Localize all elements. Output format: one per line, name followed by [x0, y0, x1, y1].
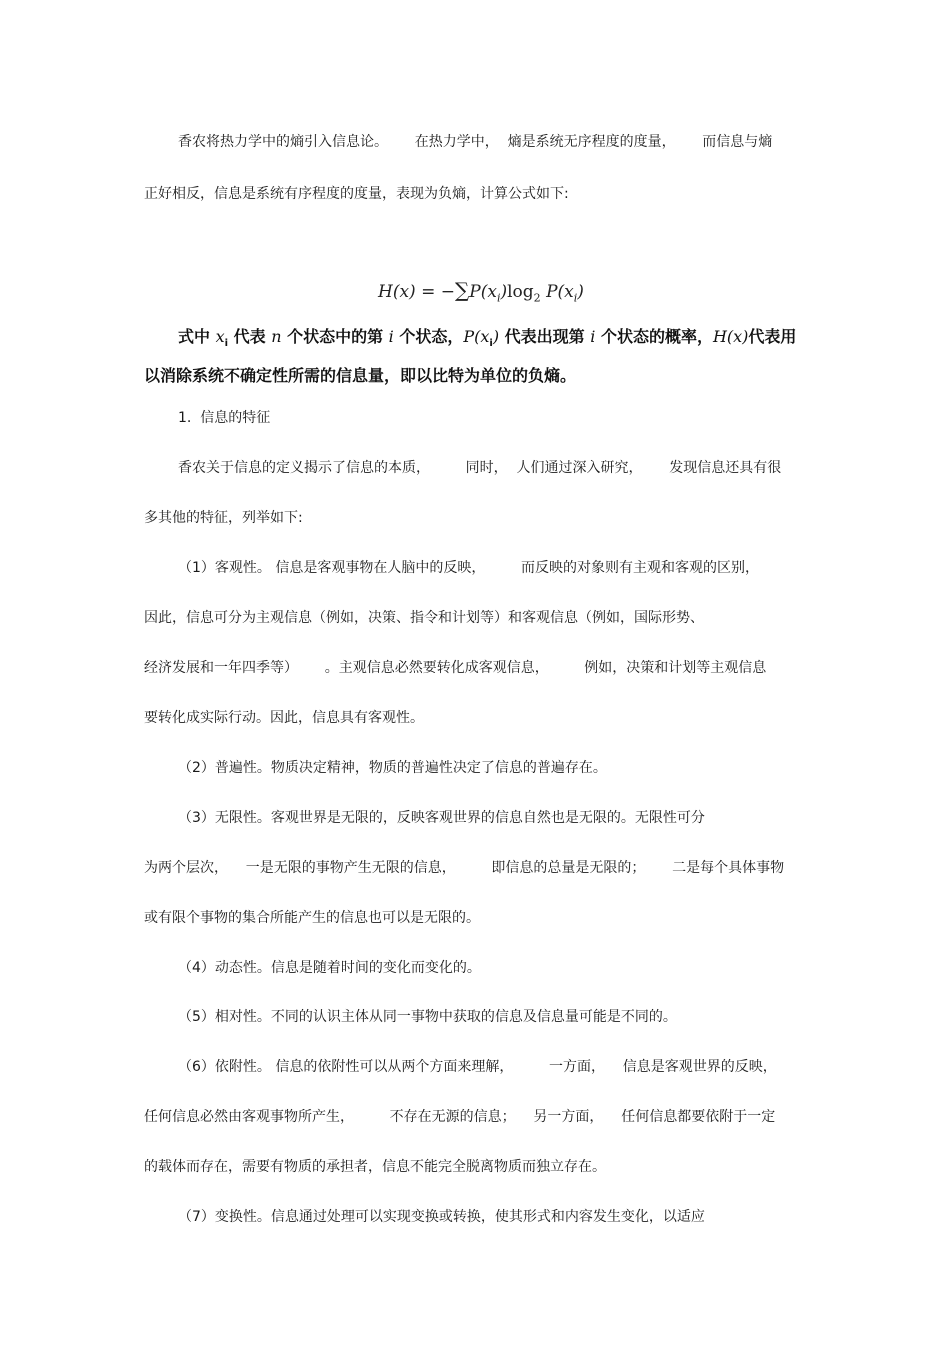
paragraph-line: （2）普遍性。物质决定精神，物质的普遍性决定了信息的普遍存在。: [178, 760, 607, 776]
paragraph-line: （7）变换性。信息通过处理可以实现变换或转换，使其形式和内容发生变化，以适应: [178, 1209, 705, 1225]
entropy-formula: $H(x) = -\sum P(x_i)\log_2$ $P(x_i)$: [378, 278, 584, 305]
paragraph-line: 任何信息必然由客观事物所产生， 不存在无源的信息； 另一方面， 任何信息都要依附于一定: [144, 1109, 776, 1125]
paragraph-line: （6）依附性。 信息的依附性可以从两个方面来理解， 一方面， 信息是客观世界的反映，: [178, 1059, 777, 1075]
paragraph-line: 正好相反，信息是系统有序程度的度量，表现为负熵，计算公式如下:: [144, 186, 569, 202]
paragraph-line: 或有限个事物的集合所能产生的信息也可以是无限的。: [144, 910, 480, 926]
paragraph-line: （5）相对性。不同的认识主体从同一事物中获取的信息及信息量可能是不同的。: [178, 1009, 677, 1025]
paragraph-line: 多其他的特征，列举如下:: [144, 510, 303, 526]
paragraph-line: 香农将热力学中的熵引入信息论。 在热力学中， 熵是系统无序程度的度量， 而信息与熵: [178, 134, 773, 150]
paragraph-line: 香农关于信息的定义揭示了信息的本质， 同时， 人们通过深入研究， 发现信息还具有很: [178, 460, 782, 476]
paragraph-line: 因此，信息可分为主观信息（例如，决策、指令和计划等）和客观信息（例如，国际形势、: [144, 610, 704, 626]
section-heading: 1. 信息的特征: [178, 410, 271, 426]
paragraph-line: 要转化成实际行动。因此，信息具有客观性。: [144, 710, 424, 726]
paragraph-line: （1）客观性。 信息是客观事物在人脑中的反映， 而反映的对象则有主观和客观的区别，: [178, 560, 759, 576]
paragraph-line: （3）无限性。客观世界是无限的，反映客观世界的信息自然也是无限的。无限性可分: [178, 810, 705, 826]
paragraph-line: 的载体而存在，需要有物质的承担者，信息不能完全脱离物质而独立存在。: [144, 1159, 606, 1175]
paragraph-line: （4）动态性。信息是随着时间的变化而变化的。: [178, 960, 481, 976]
formula-explanation-line: 以消除系统不确定性所需的信息量，即以比特为单位的负熵。: [144, 366, 577, 385]
paragraph-line: 为两个层次， 一是无限的事物产生无限的信息， 即信息的总量是无限的； 二是每个具体事物: [144, 860, 785, 876]
formula-explanation-line: 式中 $x_i$ 代表 n 个状态中的第 i 个状态，$P(x_i)$ 代表出现第 i 个状态的概率，H(x)代表用: [178, 327, 797, 350]
paragraph-line: 经济发展和一年四季等） 。主观信息必然要转化成客观信息， 例如，决策和计划等主观信息: [144, 660, 767, 676]
